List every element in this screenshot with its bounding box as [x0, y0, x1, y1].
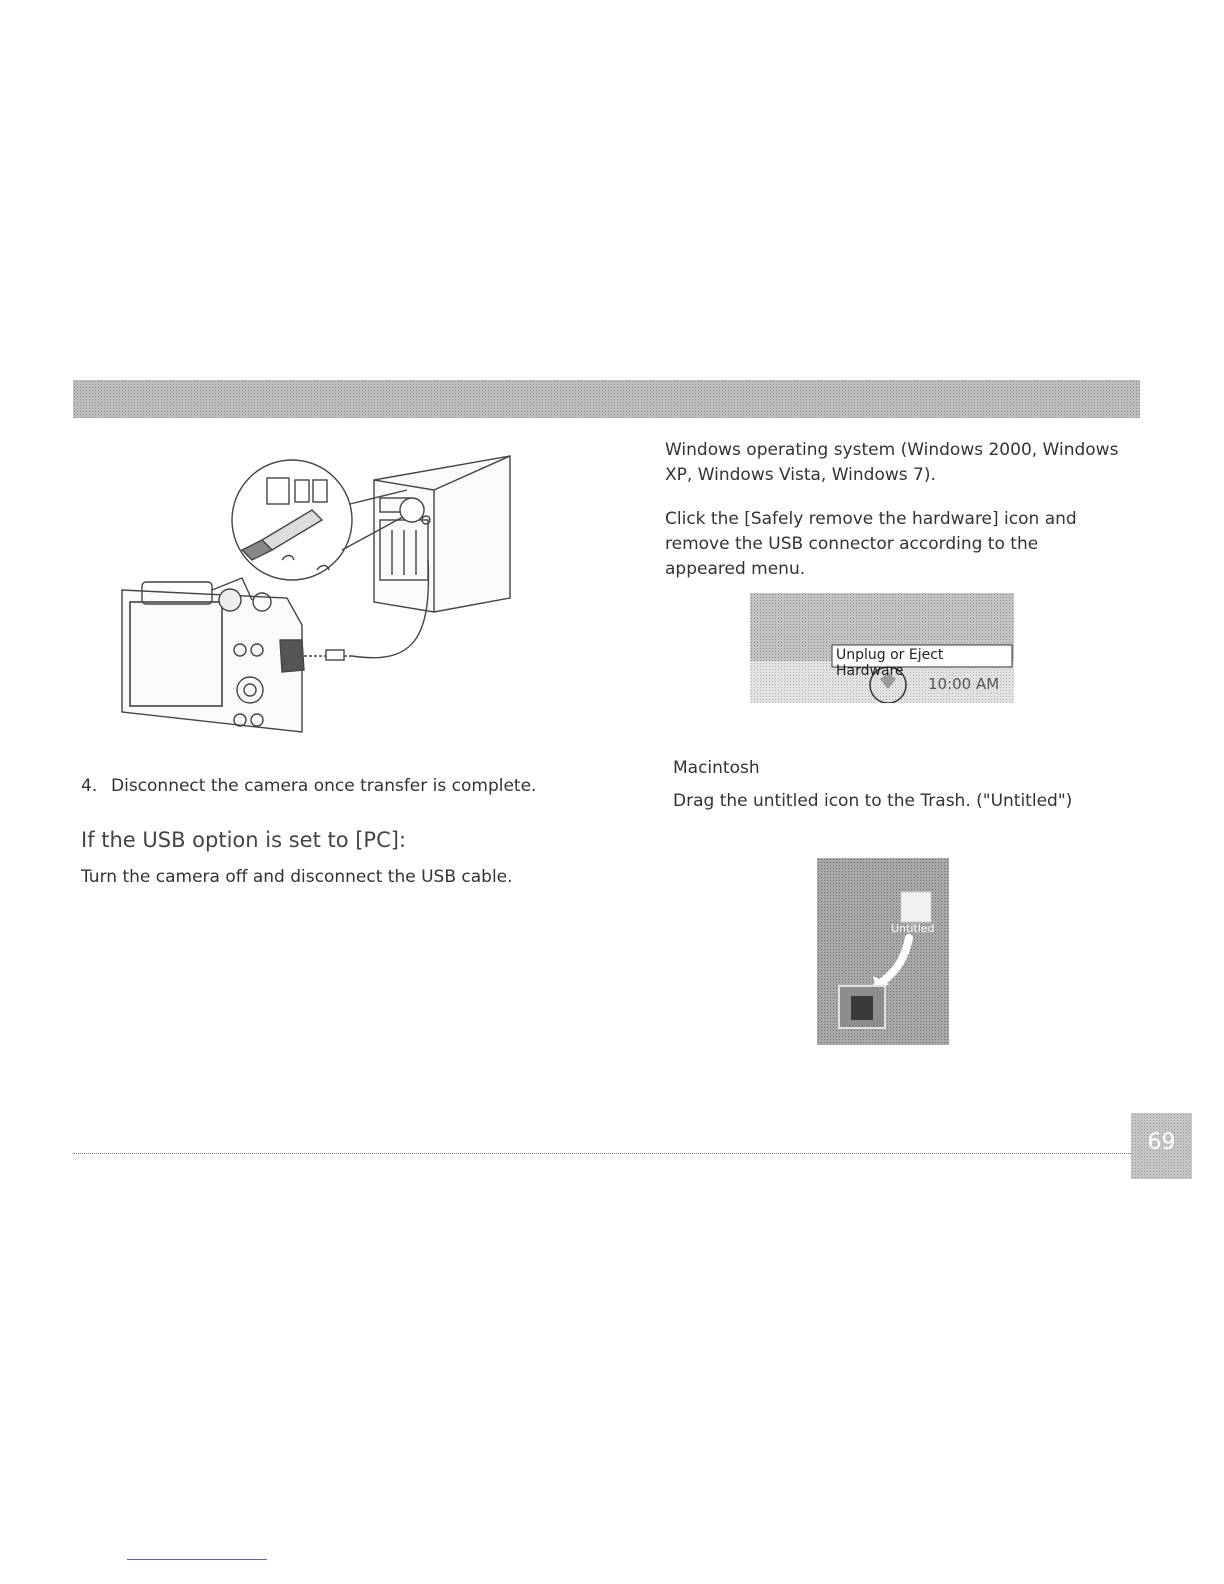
- macintosh-heading: Macintosh: [673, 758, 760, 778]
- windows-paragraph: Windows operating system (Windows 2000, Windows XP, Windows Vista, Windows 7).: [665, 440, 1119, 485]
- page-number: 69: [1131, 1113, 1192, 1179]
- section-header-bar: [73, 380, 1140, 418]
- camera-pc-connection-illustration: [112, 450, 522, 740]
- step-number: 4.: [81, 776, 98, 796]
- pc-instructions-text: Turn the camera off and disconnect the USB cable.: [81, 867, 513, 887]
- mac-trash-screenshot: [817, 858, 949, 1045]
- tray-clock: 10:00 AM: [928, 675, 1000, 693]
- section-heading: If the USB option is set to [PC]:: [81, 828, 407, 852]
- macintosh-paragraph: Drag the untitled icon to the Trash. ("Untitled"): [673, 791, 1073, 811]
- windows-tray-screenshot: [750, 593, 1014, 703]
- footer-dotted-line: [73, 1153, 1131, 1154]
- tray-tooltip: Unplug or Eject Hardware: [836, 647, 944, 679]
- bottom-rule: [127, 1559, 267, 1560]
- step-4-text: Disconnect the camera once transfer is complete.: [111, 776, 537, 796]
- click-instructions-paragraph: Click the [Safely remove the hardware] icon and remove the USB connector according to the appeared menu.: [665, 509, 1077, 579]
- untitled-icon-label: Untitled: [891, 922, 935, 935]
- step-4: [81, 774, 536, 799]
